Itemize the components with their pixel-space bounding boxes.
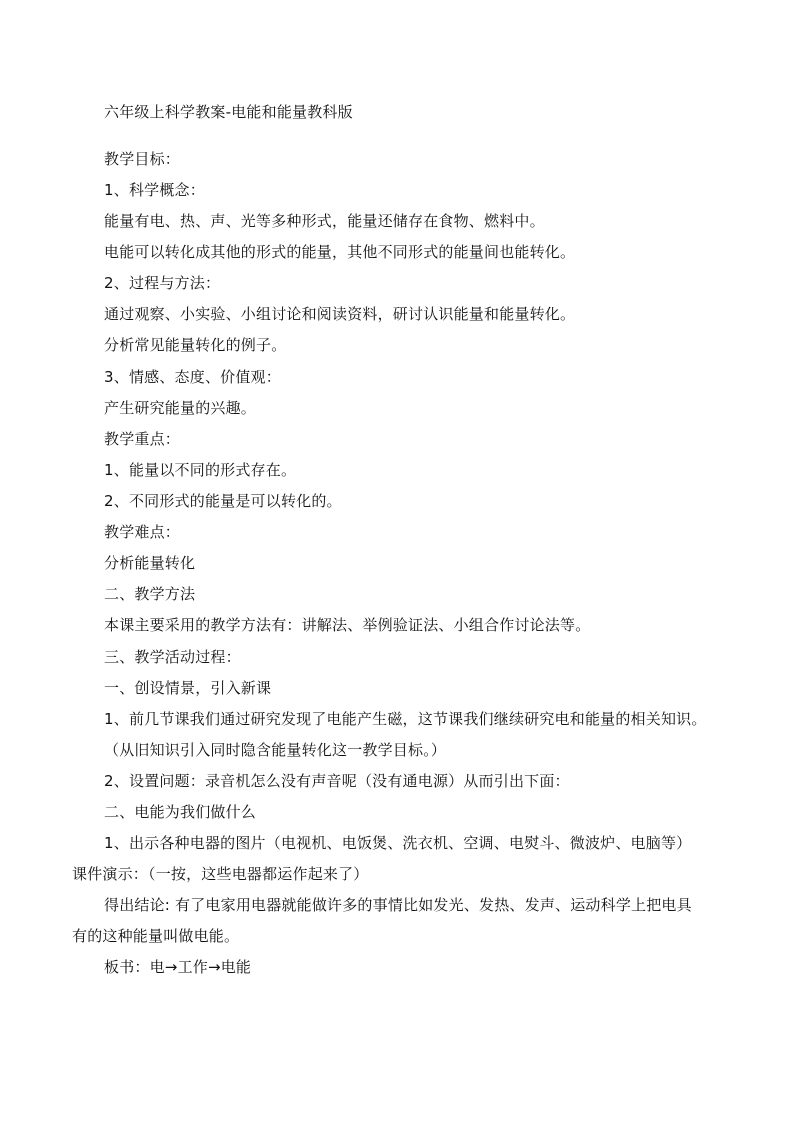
text-line: 产生研究能量的兴趣。 [104,399,257,417]
text-line: 二、电能为我们做什么 [104,803,257,821]
text-line: 2、过程与方法： [104,274,221,292]
text-line: 1、出示各种电器的图片（电视机、电饭煲、洗衣机、空调、电熨斗、微波炉、电脑等） [104,834,692,852]
text-line: 教学难点： [104,523,181,541]
text-line: 三、教学活动过程： [104,648,241,666]
text-line: 2、设置问题：录音机怎么没有声音呢（没有通电源）从而引出下面： [104,772,570,790]
text-line: 分析常见能量转化的例子。 [104,336,287,354]
text-line: 本课主要采用的教学方法有：讲解法、举例验证法、小组合作讨论法等。 [104,616,591,634]
text-line: 板书：电→工作→电能 [104,958,252,976]
text-line: 1、能量以不同的形式存在。 [104,461,297,479]
text-line: （从旧知识引入同时隐含能量转化这一教学目标。） [104,741,447,759]
text-line: 2、不同形式的能量是可以转化的。 [104,492,342,510]
text-line: 1、科学概念： [104,181,205,199]
text-line: 课件演示：（一按，这些电器都运作起来了） [72,865,369,883]
text-line: 1、前几节课我们通过研究发现了电能产生磁，这节课我们继续研究电和能量的相关知识。 [104,710,707,728]
text-line: 电能可以转化成其他的形式的能量，其他不同形式的能量间也能转化。 [104,243,576,261]
text-line: 通过观察、小实验、小组讨论和阅读资料，研讨认识能量和能量转化。 [104,305,576,323]
text-line: 能量有电、热、声、光等多种形式，能量还储存在食物、燃料中。 [104,212,545,230]
text-line: 教学重点： [104,430,181,448]
text-line: 二、教学方法 [104,585,196,603]
text-line: 有的这种能量叫做电能。 [72,927,240,945]
text-line: 分析能量转化 [104,554,196,572]
document-title: 六年级上科学教案-电能和能量教科版 [104,103,353,121]
text-line: 教学目标： [104,150,181,168]
text-line: 3、情感、态度、价值观： [104,368,281,386]
text-line: 得出结论: 有了电家用电器就能做许多的事情比如发光、发热、发声、运动科学上把电具 [104,896,692,914]
text-line: 一、创设情景，引入新课 [104,679,272,697]
